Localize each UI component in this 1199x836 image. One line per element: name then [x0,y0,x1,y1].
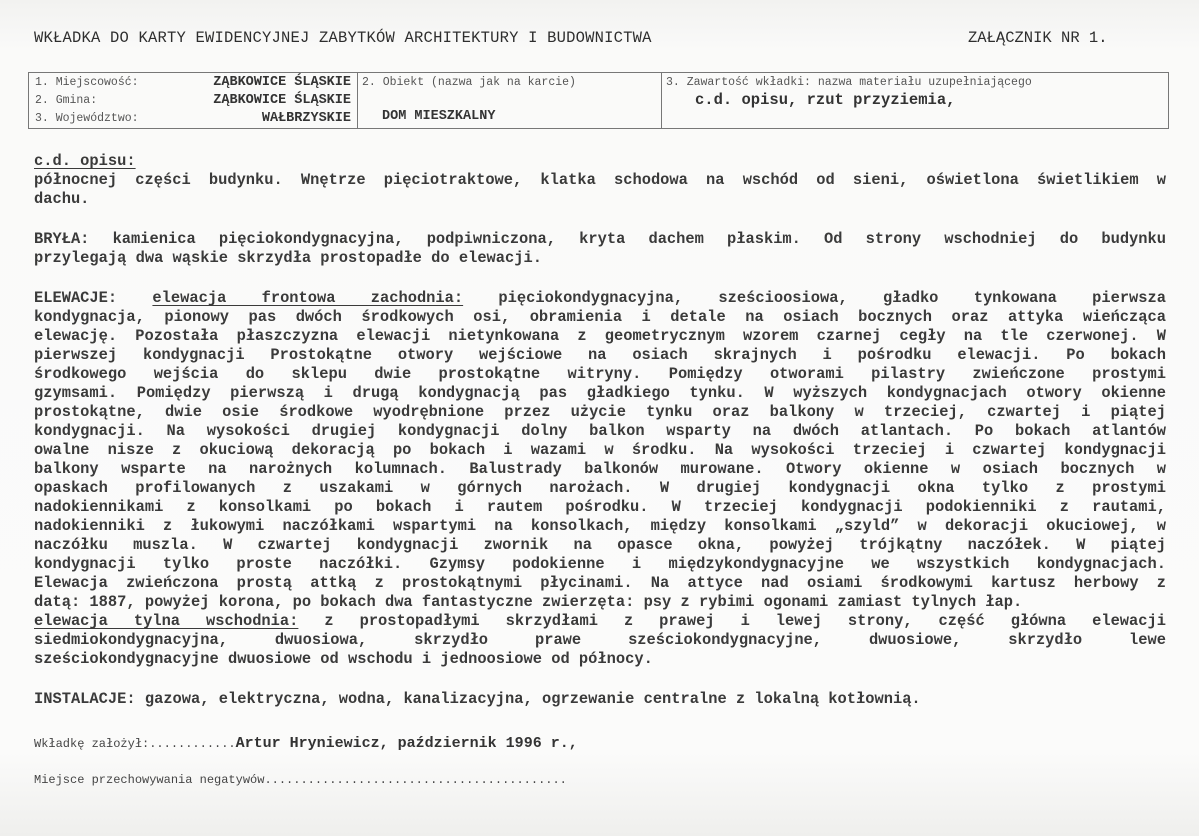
paragraph-line: Elewacja zwieńczona prostą attką z prostokątnymi płycinami. Na attyce nad osiami środkowymi kartusz herbowy z [34,574,1166,592]
bryla-label: BRYŁA: [34,230,90,248]
document-title: WKŁADKA DO KARTY EWIDENCYJNEJ ZABYTKÓW ARCHITEKTURY I BUDOWNICTWA [34,29,652,47]
commune-value: ZĄBKOWICE ŚLĄSKIE [213,93,351,108]
paragraph-line: siedmiokondygnacyjna, dwuosiowa, skrzydło prawe sześciokondygnacyjne, dwuosiowe, skrzydło lewe [34,631,1166,649]
paragraph-line: gzymsami. Pomiędzy pierwszą i drugą kondygnacją pas gładkiego tynku. W wyższych kondygnacjach otwory okienne [34,384,1166,402]
annex-number: ZAŁĄCZNIK NR 1. [968,29,1108,47]
paragraph-line: opaskach profilowanych z uszakami w górnych narożach. W drugiej kondygnacji okna tylko z prostymi [34,479,1166,497]
rear-elevation-heading: elewacja tylna wschodnia: [34,612,299,630]
contents-cell [661,73,1168,128]
paragraph-line: środkowego wejścia do sklepu dwie prostokątne witryny. Pomiędzy otworami pilastry zwieńczone prostymi [34,365,1166,383]
contents-value: c.d. opisu, rzut przyziemia, [695,91,956,109]
negatives-location-line: Miejsce przechowywania negatywów.......................................... [34,773,567,787]
paragraph-line: datą: 1887, powyżej korona, po bokach dwa fantastyczne zwierzęta: psy z rybimi ogonami zamiast tylnych łap. [34,593,1023,611]
elewacje-label: ELEWACJE: [34,289,118,307]
location-cell [29,73,358,128]
bryla-line: BRYŁA: kamienica pięciokondygnacyjna, podpiwniczona, kryta dachem płaskim. Od strony wschodniej do budynku [34,230,1166,248]
continuation-heading: c.d. opisu: [34,152,136,170]
paragraph-line: kondygnacja, pionowy pas dwóch środkowych osi, obramienia i detale na osiach bocznych oraz attyka wieńcząca [34,308,1166,326]
paragraph-line: naczółku muszla. W czwartej kondygnacji zwornik na opasce okna, powyżej trójkątny naczółek. W piątej [34,536,1166,554]
paragraph-line: balkony wsparte na narożnych kolumnach. Balustrady balkonów murowane. Otwory okienne w osiach bocznych w [34,460,1166,478]
object-cell [357,73,662,128]
paragraph-line: elewację. Pozostała płaszczyzna elewacji nietynkowana z geometrycznym wzorem czarnej cegły na tle czerwonej. W [34,327,1166,345]
contents-label: 3. Zawartość wkładki: nazwa materiału uzupełniającego [666,76,1032,89]
paragraph-line: sześciokondygnacyjne dwuosiowe od wschodu i jednoosiowe od północy. [34,650,653,668]
paragraph-line: owalne nisze z okuciową dekoracją po bokach i wazami w środku. Na wysokości trzeciej i czwartej kondygnacji [34,441,1166,459]
paragraph-line: prostokątne, dwie osie środkowe wyodrębnione przez użycie tynku oraz balkony w trzeciej, czwartej i piątej [34,403,1166,421]
locality-label: 1. Miejscowość: [35,76,139,89]
elewacje-line: ELEWACJE: elewacja frontowa zachodnia: pięciokondygnacyjna, sześcioosiowa, gładko tynkowana pierwsza [34,289,1166,307]
object-value: DOM MIESZKALNY [382,109,496,124]
paragraph-line: kondygnacji tylko proste naczółki. Gzymsy podokienne i międzykondygnacyjne we wszystkich kondygnacjach. [34,555,1166,573]
paragraph-line: przylegają dwa wąskie skrzydła prostopadłe do elewacji. [34,249,542,267]
paragraph-line: dachu. [34,190,90,208]
instalacje-line: INSTALACJE: gazowa, elektryczna, wodna, kanalizacyjna, ogrzewanie centralne z lokalną kotłownią. [34,690,921,708]
commune-label: 2. Gmina: [35,94,98,107]
front-elevation-heading: elewacja frontowa zachodnia: [152,289,464,307]
paragraph-line: pierwszej kondygnacji Prostokątne otwory wejściowe na osiach skrajnych i pośrodku elewacji. Po bokach [34,346,1166,364]
paragraph-line: północnej części budynku. Wnętrze pięciotraktowe, klatka schodowa na wschód od sieni, oświetlona świetlikiem w [34,171,1166,189]
author-label: Wkładkę założył:............ [34,737,236,751]
paragraph-line: nadokiennikami z konsolkami po bokach i rautem pośrodku. W trzeciej kondygnacji podokienniki z rautami, [34,498,1166,516]
locality-value: ZĄBKOWICE ŚLĄSKIE [213,75,351,90]
info-table [28,72,1169,129]
instalacje-label: INSTALACJE: [34,690,136,708]
paragraph-line: nadokienniki z łukowymi naczółkami wspartymi na konsolkach, między konsolkami „szyld” w dekoracji okuciowej, w [34,517,1166,535]
object-label: 2. Obiekt (nazwa jak na karcie) [362,76,576,89]
rear-elevation-line: elewacja tylna wschodnia: z prostopadłymi skrzydłami z prawej i lewej strony, część główna elewacji [34,612,1166,630]
paragraph-line: kondygnacji. Na wysokości drugiej kondygnacji dolny balkon wsparty na dwóch atlantach. Po bokach atlantów [34,422,1166,440]
author-value: Artur Hryniewicz, październik 1996 r., [235,735,578,752]
voivodeship-label: 3. Województwo: [35,112,139,125]
author-line [34,735,578,752]
voivodeship-value: WAŁBRZYSKIE [261,111,351,126]
